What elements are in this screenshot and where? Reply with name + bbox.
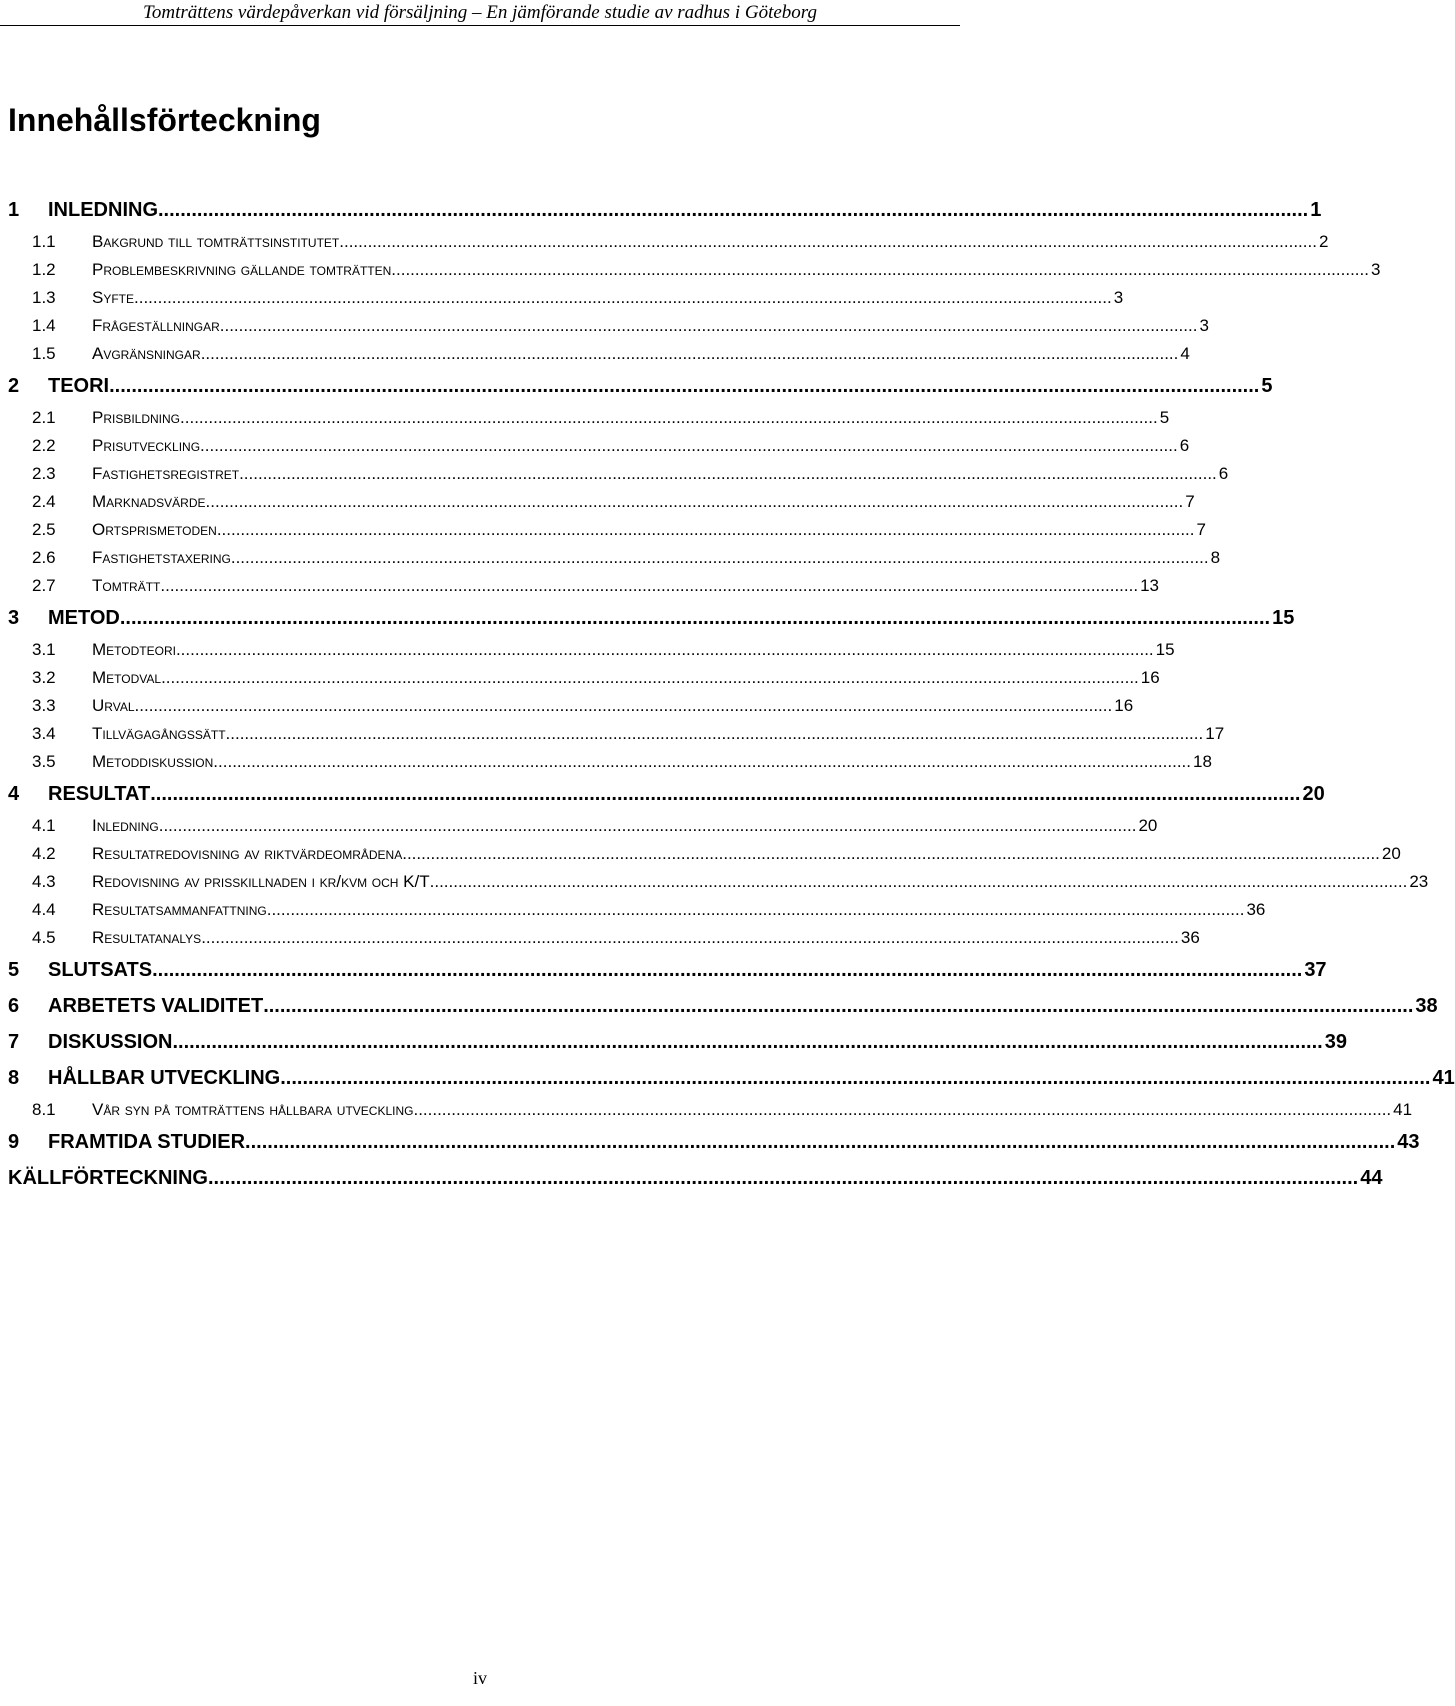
toc-entry-title: Fastighetstaxering — [92, 548, 231, 567]
page-number: iv — [472, 1668, 487, 1688]
running-header: Tomträttens värdepåverkan vid försäljning – En jämförande studie av radhus i Göteborg — [143, 2, 817, 23]
toc-entry-number: 2.1 — [32, 408, 56, 427]
toc-entry[interactable] — [0, 198, 1322, 226]
toc-entry-page: 41 — [1432, 1067, 1455, 1089]
toc-entry-number: 2.3 — [32, 464, 56, 483]
toc-leader: ............................................................................................................................................................................................................... — [339, 232, 1317, 251]
toc-leader: ............................................................................................................................................................................................................... — [239, 464, 1217, 483]
toc-entry-title: Inledning — [92, 816, 159, 835]
toc-entry-number: 3.5 — [32, 752, 56, 771]
toc-leader: ............................................................................................................................................................................................................... — [201, 928, 1179, 947]
toc-entry-title: Marknadsvärde — [92, 492, 206, 511]
toc-entry[interactable] — [0, 228, 1329, 256]
toc-entry-page: 16 — [1114, 696, 1134, 715]
toc-entry-page: 3 — [1370, 260, 1381, 279]
toc-entry-number: 1.1 — [32, 232, 56, 251]
toc-entry-number: 6 — [8, 995, 20, 1017]
toc-entry-number: 4.1 — [32, 816, 56, 835]
toc-entry[interactable] — [0, 720, 1225, 748]
toc-entry-page: 23 — [1409, 872, 1429, 891]
toc-entry-number: 2 — [8, 375, 20, 397]
toc-entry[interactable] — [0, 840, 1401, 868]
toc-leader: ............................................................................................................................................................................................................... — [158, 199, 1309, 221]
toc-entry-page: 7 — [1185, 492, 1195, 511]
toc-entry[interactable] — [0, 572, 1159, 600]
toc-entry-title: KÄLLFÖRTECKNING — [8, 1167, 208, 1189]
toc-entry-title: Resultatsammanfattning — [92, 900, 267, 919]
toc-entry[interactable] — [0, 1030, 1347, 1058]
toc-entry-title: RESULTAT — [48, 783, 151, 805]
toc-entry-number: 1.5 — [32, 344, 56, 363]
toc-entry[interactable] — [0, 404, 1170, 432]
toc-leader: ............................................................................................................................................................................................................... — [172, 1031, 1323, 1053]
toc-entry-number: 2.4 — [32, 492, 56, 511]
toc-entry-page: 1 — [1310, 199, 1322, 221]
toc-leader: ............................................................................................................................................................................................................... — [109, 375, 1260, 397]
toc-title: Innehållsförteckning — [8, 102, 321, 138]
toc-entry-number: 3 — [8, 607, 20, 629]
toc-entry-page: 17 — [1205, 724, 1225, 743]
toc-entry-title: Redovisning av prisskillnaden i kr/kvm och K/T — [92, 872, 430, 891]
toc-entry-page: 16 — [1140, 668, 1160, 687]
toc-entry-number: 1 — [8, 199, 20, 221]
toc-entry[interactable] — [0, 924, 1200, 952]
toc-entry[interactable] — [0, 994, 1438, 1022]
toc-leader: ............................................................................................................................................................................................................... — [175, 640, 1154, 659]
toc-entry[interactable] — [0, 312, 1209, 340]
toc-entry-title: Resultatanalys — [92, 928, 202, 947]
toc-entry[interactable] — [0, 1096, 1413, 1124]
toc-leader: ............................................................................................................................................................................................................... — [200, 436, 1178, 455]
toc-entry-number: 1.2 — [32, 260, 56, 279]
toc-entry-page: 15 — [1272, 607, 1295, 629]
toc-entry[interactable] — [0, 256, 1381, 284]
toc-entry-number: 5 — [8, 959, 20, 981]
toc-leader: ............................................................................................................................................................................................................... — [119, 607, 1271, 629]
toc-entry-title: Prisutveckling — [92, 436, 201, 455]
toc-leader: ............................................................................................................................................................................................................... — [225, 724, 1204, 743]
toc-entry-title: Problembeskrivning gällande tomträtten — [92, 260, 392, 279]
toc-entry-page: 36 — [1246, 900, 1266, 919]
toc-entry-title: FRAMTIDA STUDIER — [48, 1131, 246, 1153]
toc-entry[interactable] — [0, 544, 1221, 572]
toc-entry-page: 38 — [1415, 995, 1438, 1017]
header-rule — [0, 25, 960, 26]
toc-leader: ............................................................................................................................................................................................................... — [245, 1131, 1396, 1153]
toc-entry-title: Metoddiskussion — [92, 752, 214, 771]
toc-entry-page: 6 — [1179, 436, 1190, 455]
toc-entry[interactable] — [0, 374, 1273, 402]
toc-leader: ............................................................................................................................................................................................................... — [213, 752, 1191, 771]
toc-leader: ............................................................................................................................................................................................................... — [280, 1067, 1431, 1089]
toc-leader: ............................................................................................................................................................................................................... — [216, 520, 1195, 539]
toc-entry-page: 8 — [1210, 548, 1221, 567]
toc-entry[interactable] — [0, 516, 1206, 544]
toc-entry-title: SLUTSATS — [48, 959, 153, 981]
toc-entry[interactable] — [0, 692, 1134, 720]
toc-entry-page: 36 — [1180, 928, 1200, 947]
toc-entry-number: 4.3 — [32, 872, 56, 891]
toc-entry-page: 5 — [1261, 375, 1273, 397]
toc-entry-number: 4.5 — [32, 928, 56, 947]
toc-entry-number: 1.4 — [32, 316, 56, 335]
toc-leader: ............................................................................................................................................................................................................... — [134, 696, 1113, 715]
toc-leader: ............................................................................................................................................................................................................... — [152, 959, 1303, 981]
toc-entry-number: 2.2 — [32, 436, 56, 455]
toc-entry-title: Tillvägagångssätt — [92, 724, 226, 743]
toc-entry-title: Syfte — [92, 288, 135, 307]
toc-leader: ............................................................................................................................................................................................................... — [150, 783, 1301, 805]
toc-entry[interactable] — [0, 340, 1190, 368]
toc-entry-title: TEORI — [48, 375, 110, 397]
toc-entry-number: 3.3 — [32, 696, 56, 715]
toc-entry-number: 4.2 — [32, 844, 56, 863]
toc-entry-number: 7 — [8, 1031, 20, 1053]
toc-entry-number: 2.7 — [32, 576, 56, 595]
toc-leader: ............................................................................................................................................................................................................... — [429, 872, 1408, 891]
toc-entry-title: Metodteori — [92, 640, 176, 659]
toc-leader: ............................................................................................................................................................................................................... — [263, 995, 1414, 1017]
toc-entry[interactable] — [0, 782, 1325, 810]
toc-entry-page: 15 — [1155, 640, 1175, 659]
toc-entry[interactable] — [0, 1166, 1383, 1194]
toc-entry-title: Bakgrund till tomträttsinstitutet — [92, 232, 340, 251]
toc-entry[interactable] — [0, 460, 1229, 488]
toc-entry-page: 44 — [1360, 1167, 1383, 1189]
toc-leader: ............................................................................................................................................................................................................... — [266, 900, 1245, 919]
toc-leader: ............................................................................................................................................................................................................... — [134, 288, 1112, 307]
toc-entry-title: Metodval — [92, 668, 162, 687]
toc-leader: ............................................................................................................................................................................................................... — [402, 844, 1380, 863]
toc-entry-title: Resultatredovisning av riktvärdeområdena — [92, 844, 403, 863]
toc-entry-title: DISKUSSION — [48, 1031, 173, 1053]
toc-entry[interactable] — [0, 1066, 1455, 1094]
toc-entry-title: METOD — [48, 607, 120, 629]
toc-leader: ............................................................................................................................................................................................................... — [160, 576, 1139, 595]
toc-entry[interactable] — [0, 284, 1124, 312]
toc-entry-page: 3 — [1199, 316, 1209, 335]
toc-leader: ............................................................................................................................................................................................................... — [391, 260, 1369, 279]
toc-entry-number: 8 — [8, 1067, 20, 1089]
toc-entry[interactable] — [0, 958, 1327, 986]
toc-entry-title: Fastighetsregistret — [92, 464, 240, 483]
toc-entry-page: 20 — [1138, 816, 1158, 835]
toc-entry-number: 3.2 — [32, 668, 56, 687]
toc-leader: ............................................................................................................................................................................................................... — [180, 408, 1158, 427]
toc-entry-page: 20 — [1381, 844, 1401, 863]
toc-entry-page: 13 — [1140, 576, 1159, 595]
toc-entry[interactable] — [0, 748, 1212, 776]
toc-entry-page: 39 — [1324, 1031, 1347, 1053]
toc-entry-number: 4.4 — [32, 900, 56, 919]
toc-entry-page: 5 — [1159, 408, 1170, 427]
toc-entry[interactable] — [0, 1130, 1420, 1158]
toc-entry-page: 3 — [1113, 288, 1124, 307]
toc-entry-number: 2.6 — [32, 548, 56, 567]
toc-entry-title: ARBETETS VALIDITET — [48, 995, 264, 1017]
toc-entry-number: 1.3 — [32, 288, 56, 307]
toc-entry[interactable] — [0, 432, 1190, 460]
toc-entry[interactable] — [0, 868, 1429, 896]
toc-entry-title: Urval — [92, 696, 135, 715]
toc-leader: ............................................................................................................................................................................................................... — [161, 668, 1139, 687]
toc-entry-page: 37 — [1304, 959, 1327, 981]
toc-entry-page: 41 — [1393, 1100, 1413, 1119]
toc-leader: ............................................................................................................................................................................................................... — [158, 816, 1137, 835]
toc-entry-title: Vår syn på tomträttens hållbara utveckling — [92, 1100, 414, 1119]
toc-entry-page: 7 — [1196, 520, 1206, 539]
toc-entry-number: 3.1 — [32, 640, 56, 659]
toc-entry-title: Tomträtt — [92, 576, 161, 595]
toc-entry[interactable] — [0, 488, 1195, 516]
toc-entry[interactable] — [0, 812, 1158, 840]
toc-entry-page: 20 — [1302, 783, 1325, 805]
toc-entry-title: HÅLLBAR UTVECKLING — [48, 1067, 281, 1089]
toc-leader: ............................................................................................................................................................................................................... — [413, 1100, 1392, 1119]
toc-leader: ............................................................................................................................................................................................................... — [207, 1167, 1359, 1189]
toc-entry-number: 2.5 — [32, 520, 56, 539]
toc-entry-title: Ortsprismetoden — [92, 520, 217, 539]
toc-entry-title: Avgränsningar — [92, 344, 201, 363]
toc-entry[interactable] — [0, 664, 1160, 692]
toc-leader: ............................................................................................................................................................................................................... — [205, 492, 1184, 511]
toc-entry-number: 9 — [8, 1131, 20, 1153]
toc-entry-page: 18 — [1193, 752, 1212, 771]
toc-entry-title: Prisbildning — [92, 408, 181, 427]
toc-entry-page: 2 — [1318, 232, 1329, 251]
toc-leader: ............................................................................................................................................................................................................... — [230, 548, 1209, 567]
toc-entry-number: 4 — [8, 783, 20, 805]
toc-entry-number: 3.4 — [32, 724, 56, 743]
toc-entry-title: INLEDNING — [48, 199, 158, 221]
toc-entry[interactable] — [0, 606, 1295, 634]
toc-leader: ............................................................................................................................................................................................................... — [200, 344, 1179, 363]
toc-entry[interactable] — [0, 896, 1266, 924]
toc-entry-page: 4 — [1180, 344, 1190, 363]
toc-entry-page: 6 — [1218, 464, 1229, 483]
toc-entry-page: 43 — [1397, 1131, 1420, 1153]
toc-entry[interactable] — [0, 636, 1175, 664]
toc-entry-number: 8.1 — [32, 1100, 56, 1119]
toc-leader: ............................................................................................................................................................................................................... — [219, 316, 1198, 335]
toc-entry-title: Frågeställningar — [92, 316, 220, 335]
